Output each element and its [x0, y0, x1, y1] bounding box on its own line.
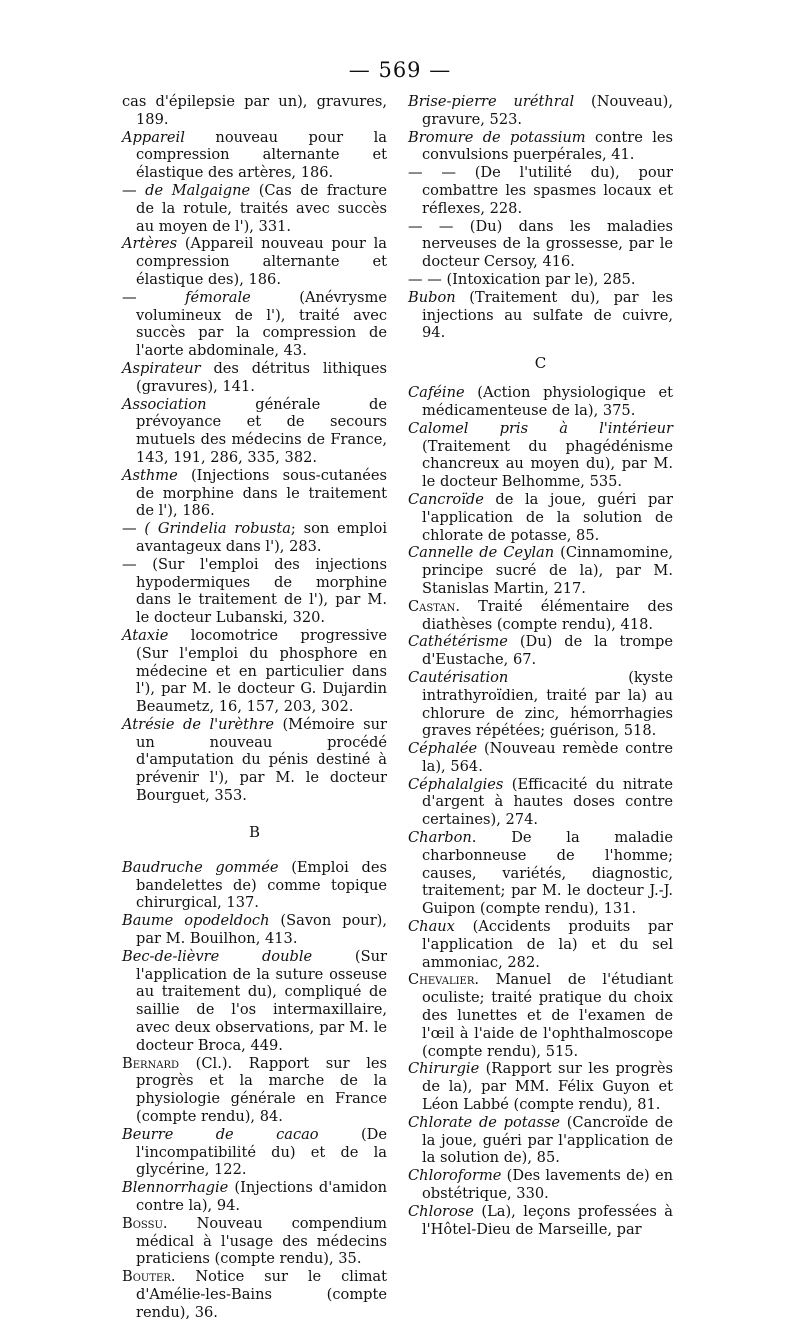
entry-text: (Anévrysme volumineux de l'), traité avec succès par la compression de l'aorte abdominale, 43.	[136, 288, 387, 360]
entry-headword: Bernard	[122, 1054, 180, 1072]
entry-text: (Sur l'application de la suture osseuse au traitement du), compliqué de saillie de l'os intermaxillaire, avec deux observations, par M. le docteur Broca, 449.	[136, 947, 387, 1054]
entry-headword: Chirurgie	[408, 1060, 480, 1078]
index-entry	[122, 520, 387, 556]
entry-text: (Cancroïde de la joue, guéri par l'application de la solution de), 85.	[422, 1113, 673, 1167]
entry-headword: Bouter	[122, 1268, 171, 1286]
entry-headword: Aspirateur	[122, 359, 201, 377]
entry-headword: Beurre de cacao	[122, 1125, 319, 1143]
entry-text: (Appareil nouveau pour la compression alternante et élastique des), 186.	[136, 235, 387, 288]
entry-text: (Traitement du phagédénisme chancreux au moyen du), par M. le docteur Belhomme, 535.	[422, 437, 673, 491]
index-entry	[122, 1126, 387, 1179]
entry-text: des détritus lithiques (gravures), 141.	[136, 359, 387, 395]
entry-text: (Cl.). Rapport sur les progrès et la marche de la physiologie générale en France (compte rendu), 84.	[136, 1054, 387, 1126]
index-entry	[408, 544, 673, 597]
index-entry	[408, 420, 673, 491]
index-entry	[122, 129, 387, 182]
entry-text: . Notice sur le climat d'Amélie-les-Bains (compte rendu), 36.	[136, 1268, 387, 1321]
entry-text: (Emploi des bandelettes de) comme topique chirurgical, 137.	[136, 858, 387, 912]
entry-text: (Injections d'amidon contre la), 94.	[136, 1179, 387, 1215]
entry-text: (Cinnamomine, principe sucré de la), par M. Stanislas Martin, 217.	[422, 544, 673, 597]
index-entry	[122, 289, 387, 360]
entry-headword: — ( Grindelia robusta	[122, 520, 291, 538]
index-entry	[408, 1114, 673, 1167]
index-entry	[122, 1268, 387, 1321]
entry-text: (Traitement du), par les injections au sulfate de cuivre, 94.	[422, 288, 673, 342]
entry-text: (Injections sous-cutanées de morphine dans le traitement de l'), 186.	[136, 466, 387, 520]
index-entry	[408, 271, 673, 289]
entry-headword: Baudruche gommée	[122, 858, 279, 876]
entry-headword: Asthme	[122, 466, 178, 484]
index-entry	[122, 948, 387, 1055]
entry-headword: Brise-pierre uréthral	[408, 93, 575, 110]
entry-headword: Ataxie	[122, 626, 169, 644]
entry-headword: Association	[122, 395, 207, 413]
index-entry	[408, 289, 673, 342]
index-entry	[408, 776, 673, 829]
index-entry	[122, 627, 387, 716]
section-letter-b: B	[248, 822, 261, 841]
entry-headword: Calomel pris à l'intérieur	[408, 419, 673, 437]
index-entry	[122, 556, 387, 627]
entry-text: (Cas de fracture de la rotule, traités avec succès au moyen de l'), 331.	[136, 181, 388, 235]
entry-headword: Bossu	[122, 1214, 163, 1232]
entry-text: . Manuel de l'étudiant oculiste; traité pratique du choix des lunettes et de l'examen de l'œil à l'aide de l'ophthalmoscope (compte rendu), 515.	[422, 971, 673, 1060]
index-entry	[122, 1055, 387, 1126]
index-entry	[122, 360, 387, 396]
index-entry	[122, 182, 387, 235]
index-entry	[408, 129, 673, 165]
entry-text: contre les convulsions puerpérales, 41.	[422, 128, 673, 164]
entry-headword: Artères	[122, 235, 178, 253]
entry-headword: Chlorate de potasse	[408, 1113, 560, 1131]
index-entry	[408, 918, 673, 971]
entry-headword: Céphalée	[408, 740, 478, 758]
entry-text: . Nouveau compendium médical à l'usage des médecins praticiens (compte rendu), 35.	[136, 1214, 387, 1268]
entry-headword: Atrésie de l'urèthre	[122, 715, 275, 733]
entry-headword: Chlorose	[408, 1202, 474, 1220]
entry-headword: Cathétérisme	[408, 633, 508, 651]
entry-text: — — (De l'utilité du), pour combattre les spasmes locaux et réflexes, 228.	[408, 164, 673, 217]
entry-text: (La), leçons professées à l'Hôtel-Dieu de Marseille, par	[422, 1202, 673, 1238]
index-entry	[408, 491, 673, 544]
entry-text: (Rapport sur les progrès de la), par MM. Félix Guyon et Léon Labbé (compte rendu), 81.	[422, 1060, 673, 1114]
entry-headword: — de Malgaigne	[122, 181, 251, 199]
index-entry	[408, 598, 673, 634]
index-entry	[408, 740, 673, 776]
entry-text: (Nouveau remède contre la), 564.	[422, 740, 673, 775]
index-entry	[408, 218, 673, 271]
index-entry	[122, 859, 387, 912]
entries-a-section	[122, 93, 387, 805]
index-entry	[408, 971, 673, 1060]
entry-text: générale de prévoyance et de secours mutuels des médecins de France, 143, 191, 286, 335, 382.	[136, 395, 387, 466]
index-entry	[408, 829, 673, 918]
entry-text: locomotrice progressive (Sur l'emploi du phosphore en médecine et en particulier dans l'), par M. le docteur G. Dujardin Beaumetz, 16, 157, 203, 302.	[136, 626, 387, 716]
entry-text: (Mémoire sur un nouveau procédé d'amputation du pénis destiné à prévenir l'), par M. le docteur Bourguet, 353.	[136, 715, 387, 805]
entry-headword: Appareil	[122, 128, 185, 146]
left-column	[122, 93, 387, 1322]
index-entry	[408, 1060, 673, 1113]
index-entry	[408, 384, 673, 420]
index-entry	[122, 1215, 387, 1268]
entries-c-section	[408, 384, 673, 1238]
section-letter-c: C	[534, 354, 547, 373]
index-entry	[122, 396, 387, 467]
entry-text: (Nouveau), gravure, 523.	[422, 93, 673, 128]
index-entry	[408, 164, 673, 217]
right-column	[408, 93, 673, 1238]
entries-b-continued-section	[408, 93, 673, 342]
entry-headword: Bubon	[408, 288, 456, 306]
entry-text: (kyste intrathyroïdien, traité par la) au chlorure de zinc, hémorrhagies graves répétées; guérison, 518.	[422, 668, 673, 740]
entry-headword: — fémorale	[122, 288, 251, 306]
index-entry	[122, 467, 387, 520]
index-entry	[122, 1179, 387, 1215]
entry-text: (De l'incompatibilité du) et de la glycérine, 122.	[136, 1125, 388, 1179]
entry-text: ; son emploi avantageux dans l'), 283.	[136, 520, 387, 555]
index-entry	[408, 93, 673, 129]
entry-text: (Du) de la trompe d'Eustache, 67.	[422, 633, 673, 669]
entry-text: — — (Intoxication par le), 285.	[408, 270, 636, 288]
entry-headword: Bromure de potassium	[408, 128, 586, 146]
page-number: — 569 —	[348, 58, 452, 82]
entry-text: (Des lavements de) en obstétrique, 330.	[422, 1167, 673, 1203]
entry-text: (Accidents produits par l'application de la) et du sel ammoniac, 282.	[422, 918, 673, 971]
entry-text: (Action physiologique et médicamenteuse de la), 375.	[422, 384, 673, 419]
entry-headword: Bec-de-lièvre double	[122, 947, 313, 965]
entry-headword: Cautérisation	[408, 668, 509, 686]
entry-headword: Blennorrhagie	[122, 1179, 229, 1197]
entry-headword: Chloroforme	[408, 1167, 502, 1185]
index-entry	[122, 93, 387, 129]
entry-headword: Cancroïde	[408, 490, 484, 508]
entry-text: . Traité élémentaire des diathèses (compte rendu), 418.	[422, 597, 673, 633]
entry-text: . De la maladie charbonneuse de l'homme; causes, variétés, diagnostic, traitement; par M. le docteur J.-J. Guipon (compte rendu), 131.	[422, 829, 673, 918]
entry-text: — (Sur l'emploi des injections hypodermiques de morphine dans le traitement de l'), par M. le docteur Lubanski, 320.	[122, 555, 387, 627]
index-entry	[122, 716, 387, 805]
index-entry	[408, 633, 673, 669]
entry-text: — — (Du) dans les maladies nerveuses de la grossesse, par le docteur Cersoy, 416.	[408, 217, 673, 271]
entry-headword: Cannelle de Ceylan	[408, 544, 555, 562]
entry-headword: Chevalier	[408, 971, 475, 989]
entry-headword: Caféine	[408, 384, 465, 402]
entry-text: (Efficacité du nitrate d'argent à hautes doses contre certaines), 274.	[422, 775, 673, 829]
entry-text: (Savon pour), par M. Bouilhon, 413.	[136, 912, 388, 948]
entry-text: cas d'épilepsie par un), gravures, 189.	[122, 93, 387, 128]
entry-headword: Baume opodeldoch	[122, 912, 270, 930]
index-entry	[408, 1203, 673, 1239]
entry-text: nouveau pour la compression alternante et élastique des artères, 186.	[136, 128, 387, 182]
entry-headword: Charbon	[408, 829, 472, 847]
entries-b-section	[122, 859, 387, 1322]
entry-headword: Chaux	[408, 918, 455, 936]
entry-text: de la joue, guéri par l'application de la solution de chlorate de potasse, 85.	[422, 490, 673, 544]
entry-headword: Céphalalgies	[408, 775, 504, 793]
index-entry	[122, 235, 387, 288]
entry-headword: Castan	[408, 597, 456, 615]
index-entry	[408, 669, 673, 740]
index-entry	[408, 1167, 673, 1203]
index-entry	[122, 912, 387, 948]
